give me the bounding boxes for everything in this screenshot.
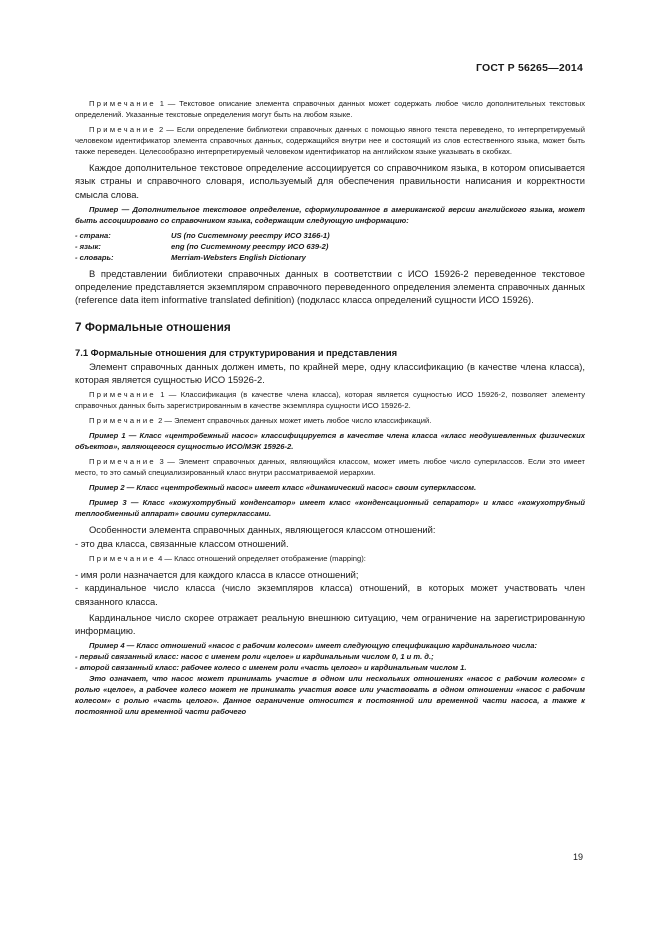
note-2 — [75, 124, 585, 157]
note-1 — [75, 98, 585, 120]
paragraph: Особенности элемента справочных данных, являющегося классом отношений: — [89, 524, 436, 536]
paragraph: В представлении библиотеки справочных данных в соответствии с ИСО 15926-2 переведенное текстовое определение представляется экземпляром справочного переведенного определения элемента справочных данных (reference data item informative translated definition) (подкласс класса определений сущности ИСО 15926). — [75, 267, 585, 306]
note-text: 1 — Текстовое описание элемента справочных данных может содержать любое число дополнительных текстовых определений. Указанные текстовые определения могут быть на любом языке. — [75, 99, 585, 119]
paragraph: Кардинальное число скорее отражает реальную внешнюю ситуацию, чем ограничение на зарегистрированную информацию. — [75, 611, 585, 637]
list-item: - второй связанный класс: рабочее колесо с именем роли «часть целого» и кардинальным числом 1. — [75, 663, 467, 673]
example-list — [75, 230, 585, 263]
example-language-reference: Пример — Дополнительное текстовое определение, сформулированное в американской версии английского языка, может быть ассоциировано со справочником языка, содержащим следующую информацию: — [75, 204, 585, 225]
standard-number: ГОСТ Р 56265—2014 — [475, 62, 583, 74]
example-3: Пример 3 — Класс «кожухотрубный конденсатор» имеет класс «конденсационный сепаратор» и класс «кожухотрубный теплообменный аппарат» своими суперклассами. — [75, 498, 585, 519]
paragraph: Каждое дополнительное текстовое определение ассоциируется со справочником языка, в котором описывается язык страны и справочного словаря, используемый для обеспечения правильности написания и корректности смысла слова. — [75, 162, 585, 200]
note-7-1-4: Примечание 4 — Класс отношений определяет отображение (mapping): — [89, 553, 366, 563]
page-content — [75, 98, 585, 721]
list-item: - страна: US (по Системному реестру ИСО 3166-1) — [75, 230, 330, 240]
list-item: - это два класса, связанные классом отношений. — [75, 537, 289, 549]
note-label: Примечание — [89, 99, 156, 108]
paragraph: Элемент справочных данных должен иметь, по крайней мере, одну классификацию (в качестве члена класса), которая является сущностью ИСО 15926-2. — [75, 360, 585, 386]
note-7-1-2: Примечание 2 — Элемент справочных данных может иметь любое число классификаций. — [89, 416, 432, 426]
note-7-1-1: Примечание 1 — Классификация (в качестве члена класса), которая является сущностью ИСО 15926-2, позволяет элементу справочных данных быть зарегистрированным в качестве экземпляра сущности ИСО 15926-2. — [75, 390, 585, 411]
note-7-1-3: Примечание 3 — Элемент справочных данных, являющийся классом, может иметь любое число суперклассов. Если это имеет место, то это самый специализированный класс внутри рассматриваемой иерархии. — [75, 457, 585, 478]
page-number: 19 — [572, 852, 583, 862]
note-text: 2 — Если определение библиотеки справочных данных с помощью явного текста переведено, то интерпретируемый человеком идентификатор элемента справочных данных, содержащийся внутри нее и состоящий из слов естественного языка, может быть также переведен. Целесообразно интерпретируемый человеком идентификатор на английском языке указывать в скобках. — [75, 125, 585, 156]
note-label: Примечание — [89, 125, 156, 134]
example-1: Пример 1 — Класс «центробежный насос» классифицируется в качестве члена класса «класс неодушевленных физических объектов», являющегося сущностью ИСО/МЭК 15926-2. — [75, 431, 585, 452]
subsection-heading: 7.1 Формальные отношения для структурирования и представления — [75, 346, 398, 358]
list-item: - первый связанный класс: насос с именем роли «целое» и кардинальным числом 0, 1 и т. д.; — [75, 652, 434, 662]
list-item: - язык: eng (по Системному реестру ИСО 639-2) — [75, 241, 329, 251]
example-2: Пример 2 — Класс «центробежный насос» имеет класс «динамический насос» своим суперклассом. — [89, 483, 477, 493]
list-item: - словарь: Merriam-Websters English Dictionary — [75, 252, 306, 262]
example-4-explanation: Это означает, что насос может принимать участие в одном или нескольких отношениях «насос с рабочим колесом» с ролью «целое», а рабочее колесо может не принимать участия вовсе или участвовать в одном отношении «насос с рабочим колесом» с ролью «часть целого». Данное ограничение относится к постоянной или временной части насоса, а также к постоянной или временной части рабочего — [75, 674, 585, 717]
section-heading: 7 Формальные отношения — [75, 319, 231, 334]
list-item: - имя роли назначается для каждого класса в классе отношений; — [75, 568, 359, 580]
list-item: - кардинальное число класса (число экземпляров класса) отношений, в которых может участвовать член связанного класса. — [75, 582, 585, 607]
example-4: Пример 4 — Класс отношений «насос с рабочим колесом» имеет следующую спецификацию кардинального числа: — [89, 641, 537, 651]
